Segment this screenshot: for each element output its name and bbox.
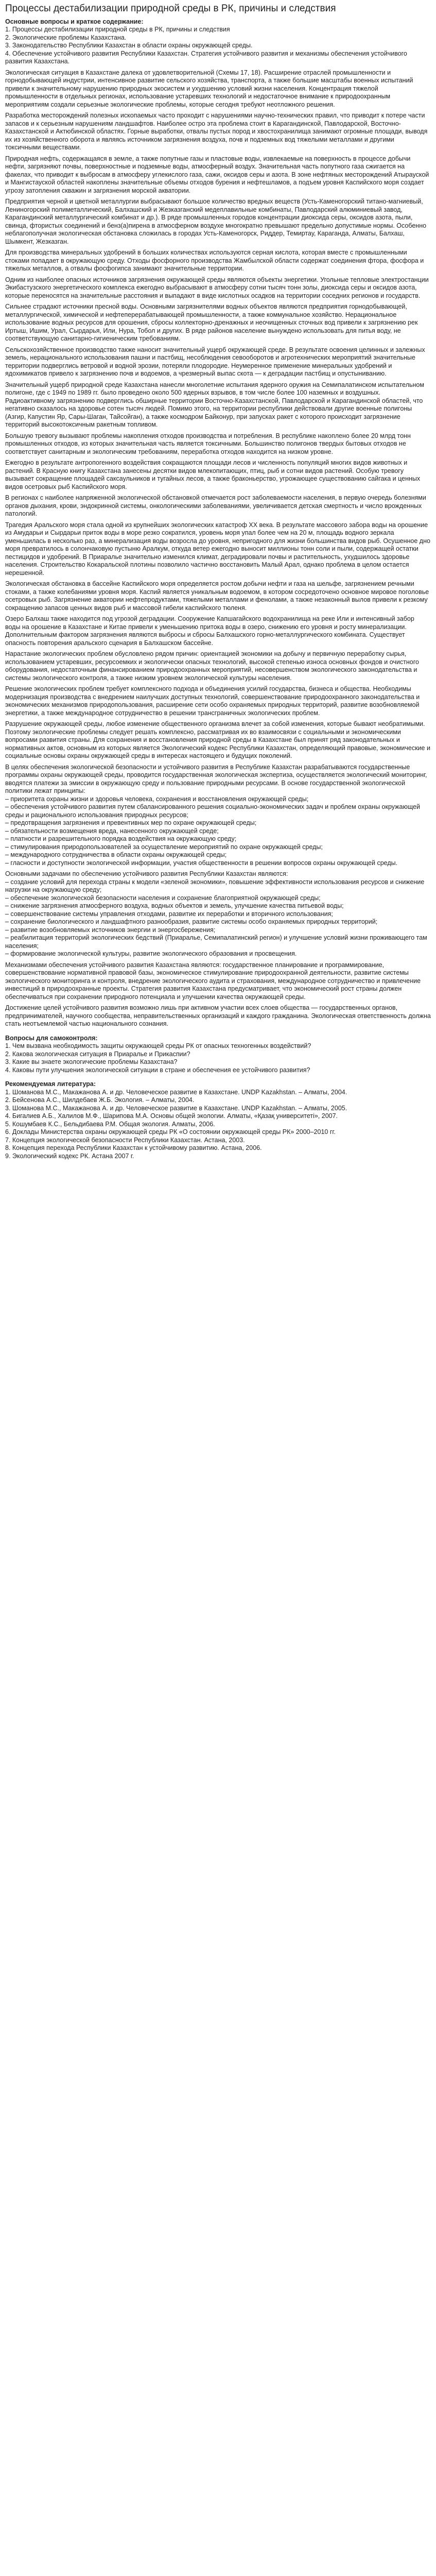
paragraph: Экологическая ситуация в Казахстане далека от удовлетворительной (Схемы 17, 18). Расширение отраслей промышленности и горнодобывающей индустрии, интенсивное развитие сельского хозяйства, транспорта, а также большие масштабы военных испытаний привели к значительному нарушению природных экосистем и ухудшению условий жизни населения. Концентрация тяжелой промышленности в отдельных регионах, использование устаревших технологий и недостаточное внимание к природоохранным мероприятиям создали серьезные экологические проблемы, которые сегодня требуют неотложного решения. [5, 69, 413, 108]
list-item: – развитие возобновляемых источников энергии и энергосбережения; [5, 926, 216, 934]
literature-item: 8. Концепция перехода Республики Казахстан к устойчивому развитию. Астана, 2006. [5, 1144, 262, 1152]
paragraph: В целях обеспечения экологической безопасности и устойчивого развития в Республике Казахстан разрабатываются государственные программы охраны окружающей среды, проводится государственная экологическая экспертиза, осуществляется экологический мониторинг, вводятся платежи за эмиссии в окружающую среду и пользование природными ресурсами. В основе государственной экологической политики лежат принципы: [5, 763, 427, 795]
body-text [5, 69, 431, 1028]
literature-section [5, 1080, 431, 1160]
paragraph: Для производства минеральных удобрений в больших количествах используются серная кислота, которая вместе с промышленными стоками попадает в окружающую среду. Отходы фосфорного производства Жамбылской области содержат соединения фтора, фосфора и тяжелых металлов, а отвалы фосфогипса занимают значительные территории. [5, 249, 424, 273]
list-item: – предотвращения загрязнения и превентивных мер по охране окружающей среды; [5, 819, 257, 827]
literature-item: 6. Доклады Министерства охраны окружающей среды РК «О состоянии окружающей среды РК» 2000–2010 гг. [5, 1128, 336, 1136]
questions-section [5, 1035, 431, 1075]
paragraph: Большую тревогу вызывают проблемы накопления отходов производства и потребления. В республике накоплено более 20 млрд тонн промышленных отходов, из которых значительная часть является токсичными. Большинство полигонов твердых бытовых отходов не соответствует санитарным и экологическим требованиям, переработка отходов находится на низком уровне. [5, 432, 411, 455]
paragraph: Значительный ущерб природной среде Казахстана нанесли многолетние испытания ядерного оружия на Семипалатинском испытательном полигоне, где с 1949 по 1989 гг. было проведено около 500 ядерных взрывов, в том числе более 100 наземных и воздушных. Радиоактивному загрязнению подверглись обширные территории Восточно-Казахстанской, Павлодарской и Карагандинской областей, что негативно сказалось на здоровье сотен тысяч людей. Помимо этого, на территории республики действовали другие военные полигоны (Азгир, Капустин Яр, Сары-Шаган, Тайсойган), а также космодром Байконур, при запусках ракет с которого происходит загрязнение территорий высокотоксичным ракетным топливом. [5, 381, 424, 429]
literature-item: 3. Шоманова М.С., Макажанова А. и др. Человеческое развитие в Казахстане. UNDP Kazakhstan. – Алматы, 2005. [5, 1104, 347, 1112]
outline-item: 4. Обеспечение устойчивого развития Республики Казахстан. Стратегия устойчивого развития и механизмы обеспечения устойчивого развития Казахстана. [5, 49, 407, 65]
paragraph: Сильнее страдают источники пресной воды. Основными загрязнителями водных объектов являются предприятия горнодобывающей, металлургической, химической и нефтеперерабатывающей промышленности, а также коммунальное хозяйство. Нерациональное использование водных ресурсов для орошения, сбросы коллекторно-дренажных и неочищенных сточных вод привели к загрязнению рек Иртыш, Ишим, Урал, Сырдарья, Или, Нура, Тобол и других. В ряде районов население вынуждено использовать для питья воду, не соответствующую санитарно-гигиеническим требованиям. [5, 303, 418, 343]
paragraph: Экологическая обстановка в бассейне Каспийского моря определяется ростом добычи нефти и газа на шельфе, загрязнением речными стоками, а также колебаниями уровня моря. Каспий является уникальным водоемом, в котором сосредоточено основное мировое поголовье осетровых рыб. Загрязнение акватории нефтепродуктами, тяжелыми металлами и фенолами, а также незаконный вылов привели к резкому сокращению запасов ценных видов рыб и массовой гибели каспийского тюленя. [5, 580, 429, 612]
paragraph: Основными задачами по обеспечению устойчивого развития Республики Казахстан являются: [5, 870, 288, 878]
list-item: – международного сотрудничества в области охраны окружающей среды; [5, 851, 227, 859]
outline-section [5, 18, 431, 66]
paragraph: В регионах с наиболее напряженной экологической обстановкой отмечается рост заболеваемости населения, в первую очередь болезнями органов дыхания, крови, эндокринной системы, онкологическими заболеваниями, увеличивается детская смертность и число врожденных патологий. [5, 494, 426, 518]
paragraph: Озеро Балхаш также находится под угрозой деградации. Сооружение Капшагайского водохранилища на реке Или и интенсивный забор воды на орошение в Казахстане и Китае привели к уменьшению притока воды в озеро, снижению его уровня и росту минерализации. Дополнительным фактором загрязнения являются выбросы и сбросы Балхашского горно-металлургического комбината. Существует опасность повторения аральского сценария в Балхашском бассейне. [5, 615, 414, 647]
literature-item: 7. Концепция экологической безопасности Республики Казахстан. Астана, 2003. [5, 1136, 245, 1144]
paragraph: Природная нефть, содержащаяся в земле, а также попутные газы и пластовые воды, извлекаемые на поверхность в процессе добычи нефти, загрязняют почвы, поверхностные и подземные воды, атмосферный воздух. Значительная часть попутного газа сжигается на факелах, что приводит к выбросам в атмосферу углекислого газа, сажи, оксидов серы и азота. В зоне нефтяных месторождений Атырауской и Мангистауской областей накоплены значительные объемы отходов бурения и нефтешламов, а подъем уровня Каспийского моря создает угрозу затопления скважин и загрязнения морской акватории. [5, 155, 429, 194]
list-item: – обеспечение экологической безопасности населения и сохранение благоприятной окружающей среды; [5, 894, 321, 902]
questions-heading: Вопросы для самоконтроля: [5, 1034, 98, 1042]
literature-item: 4. Бигалиев А.Б., Халилов М.Ф., Шарипова М.А. Основы общей экологии. Алматы, «Қазақ университеті», 2007. [5, 1112, 338, 1120]
list-item: – приоритета охраны жизни и здоровья человека, сохранения и восстановления окружающей среды; [5, 795, 309, 803]
list-item: – обязательности возмещения вреда, нанесенного окружающей среде; [5, 827, 219, 835]
literature-item: 2. Бейсенова А.С., Шилдебаев Ж.Б. Экология. – Алматы, 2004. [5, 1096, 195, 1104]
paragraph: Одним из наиболее опасных источников загрязнения окружающей среды являются объекты энергетики. Угольные тепловые электростанции Экибастузского энергетического комплекса ежегодно выбрасывают в атмосферу сотни тысяч тонн золы, диоксида серы и оксидов азота, которые переносятся на значительные расстояния и выпадают в виде кислотных осадков на территории соседних регионов и государств. [5, 276, 429, 299]
literature-heading: Рекомендуемая литература: [5, 1080, 96, 1088]
page-title: Процессы дестабилизации природной среды в РК, причины и следствия [5, 3, 336, 14]
paragraph: Разработка месторождений полезных ископаемых часто проходит с нарушениями научно-технических правил, что приводит к потере части запасов и к серьезным нарушениям ландшафтов. Наиболее остро эта проблема стоит в Карагандинской, Павлодарской, Восточно-Казахстанской и Актюбинской областях. Горные выработки, отвалы пустых пород и хвостохранилища занимают огромные площади, выводя их из хозяйственного оборота и являясь источником загрязнения воздуха, почв и подземных вод тяжелыми металлами и другими токсичными веществами. [5, 112, 428, 151]
outline-heading: Основные вопросы и краткое содержание: [5, 18, 144, 25]
paragraph: Решение экологических проблем требует комплексного подхода и объединения усилий государства, бизнеса и общества. Необходимы модернизация производства с внедрением наилучших доступных технологий, совершенствование природоохранного законодательства и экономических механизмов природопользования, расширение сети особо охраняемых природных территорий, развитие возобновляемой энергетики, а также международное сотрудничество в решении трансграничных экологических проблем. [5, 685, 420, 717]
paragraph: Сельскохозяйственное производство также наносит значительный ущерб окружающей среде. В результате освоения целинных и залежных земель, нерационального использования пашни и пастбищ, несоблюдения севооборотов и агротехнических мероприятий значительные территории подверглись ветровой и водной эрозии, потеряли плодородие. Неумеренное применение минеральных удобрений и ядохимикатов привело к загрязнению почв и водоемов, а чрезмерный выпас скота — к деградации пастбищ и опустыниванию. [5, 346, 425, 378]
paragraph: Предприятия черной и цветной металлургии выбрасывают большое количество вредных веществ (Усть-Каменогорский титано-магниевый, Лениногорский полиметаллический, Балхашский и Жезказганский медеплавильные комбинаты, Павлодарский алюминиевый завод, Карагандинский металлургический комбинат и др.). В ряде промышленных городов концентрации диоксида серы, оксидов азота, пыли, свинца, фтористых соединений и бенз(а)пирена в атмосферном воздухе многократно превышают предельно допустимые нормы. Особенно неблагополучная экологическая обстановка сложилась в городах Усть-Каменогорск, Риддер, Темиртау, Караганда, Алматы, Балхаш, Шымкент, Жезказган. [5, 198, 427, 245]
paragraph: Трагедия Аральского моря стала одной из крупнейших экологических катастроф XX века. В результате массового забора воды на орошение из Амударьи и Сырдарьи приток воды в море резко сократился, уровень моря упал более чем на 20 м, площадь водного зеркала уменьшилась в несколько раз, а минерализация воды возросла до уровня, непригодного для жизни большинства видов рыб. Осушенное дно моря превратилось в солончаковую пустыню Аралкум, откуда ветер ежегодно выносит миллионы тонн соли и пыли, содержащей остатки пестицидов и удобрений. В Приаралье значительно изменился климат, деградировали почвы и растительность, ухудшилось здоровье населения. Строительство Кокаральской плотины позволило частично восстановить Малый Арал, однако проблема в целом остается нерешенной. [5, 521, 430, 577]
list-item: – гласности и доступности экологической информации, участия общественности в решении вопросов охраны окружающей среды. [5, 859, 398, 867]
outline-item: 2. Экологические проблемы Казахстана. [5, 33, 127, 41]
outline-item: 1. Процессы дестабилизации природной среды в РК, причины и следствия [5, 26, 230, 33]
list-item: – формирование экологической культуры, развитие экологического образования и просвещения. [5, 950, 297, 958]
outline-item: 3. Законодательство Республики Казахстан в области охраны окружающей среды. [5, 42, 253, 49]
question-item: 2. Какова экологическая ситуация в Приаралье и Прикаспии? [5, 1050, 190, 1058]
question-item: 4. Каковы пути улучшения экологической ситуации в стране и обеспечения ее устойчивого развития? [5, 1066, 310, 1074]
paragraph: Нарастание экологических проблем обусловлено рядом причин: ориентацией экономики на добычу и первичную переработку сырья, использованием устаревших, ресурсоемких и экологически опасных технологий, высокой степенью износа основных фондов и очистного оборудования, недостаточным финансированием природоохранных мероприятий, несовершенством экологического законодательства и системы экологического контроля, а также низким уровнем экологической культуры населения. [5, 650, 419, 682]
question-item: 1. Чем вызвана необходимость защиты окружающей среды РК от опасных техногенных воздействий? [5, 1042, 311, 1050]
paragraph: Механизмами обеспечения устойчивого развития Казахстана являются: государственное планирование и программирование, совершенствование нормативной правовой базы, экономическое стимулирование природоохранной деятельности, развитие системы экологического мониторинга и контроля, внедрение экологического аудита и страхования, международное сотрудничество и привлечение инвестиций в природоохранные проекты. Стратегия развития Казахстана предусматривает, что экономический рост страны должен обеспечиваться при сохранении природного потенциала и улучшении качества окружающей среды. [5, 961, 421, 1001]
list-item: – снижение загрязнения атмосферного воздуха, водных объектов и земель, улучшение качества питьевой воды; [5, 902, 344, 910]
list-item: – сохранение биологического и ландшафтного разнообразия, развитие системы особо охраняемых природных территорий; [5, 918, 378, 926]
list-item: – платности и разрешительного порядка воздействия на окружающую среду; [5, 835, 237, 843]
list-item: – реабилитация территорий экологических бедствий (Приаралье, Семипалатинский регион) и улучшение условий жизни проживающего там населения; [5, 934, 427, 950]
paragraph: Достижение целей устойчивого развития возможно лишь при активном участии всех слоев общества — государственных органов, предпринимателей, научного сообщества, неправительственных организаций и каждого гражданина. Экологическая ответственность должна стать неотъемлемой частью национального сознания. [5, 1004, 431, 1028]
paragraph: Ежегодно в результате антропогенного воздействия сокращаются площади лесов и численность популяций многих видов животных и растений. В Красную книгу Казахстана занесены десятки видов млекопитающих, птиц, рыб и сотни видов растений. Особую тревогу вызывает сокращение площадей саксаульников и тугайных лесов, а также браконьерство, угрожающее существованию сайгака и ценных видов осетровых рыб Каспийского моря. [5, 459, 421, 490]
list-item: – создание условий для перехода страны к модели «зеленой экономики», повышение эффективности использования ресурсов и снижение нагрузки на окружающую среду; [5, 878, 425, 894]
list-item: – обеспечения устойчивого развития путем сбалансированного решения социально-экономических задач и проблем охраны окружающей среды и рационального использования природных ресурсов; [5, 803, 420, 819]
question-item: 3. Какие вы знаете экологические проблемы Казахстана? [5, 1058, 178, 1066]
literature-item: 5. Кошумбаев К.С., Бельдибаева Р.М. Общая экология. Алматы, 2006. [5, 1120, 215, 1128]
list-item: – стимулирования природопользователей за осуществление мероприятий по охране окружающей среды; [5, 843, 323, 851]
paragraph: Разрушение окружающей среды, любое изменение общественного организма влечет за собой изменения, которые бывают необратимыми. Поэтому экологические проблемы следует решать комплексно, рассматривая их во взаимосвязи с социальными и экономическими вопросами развития страны. Для сохранения и восстановления природной среды в Казахстане был принят ряд законодательных и нормативных актов, основным из которых является Экологический кодекс Республики Казахстан, определяющий правовые, экономические и социальные основы охраны окружающей среды в интересах настоящего и будущих поколений. [5, 720, 430, 760]
list-item: – совершенствование системы управления отходами, развитие их переработки и вторичного использования; [5, 910, 333, 918]
literature-item: 1. Шоманова М.С., Макажанова А. и др. Человеческое развитие в Казахстане. UNDP Kazakhstan. – Алматы, 2004. [5, 1088, 347, 1096]
literature-item: 9. Экологический кодекс РК. Астана 2007 г. [5, 1152, 134, 1160]
